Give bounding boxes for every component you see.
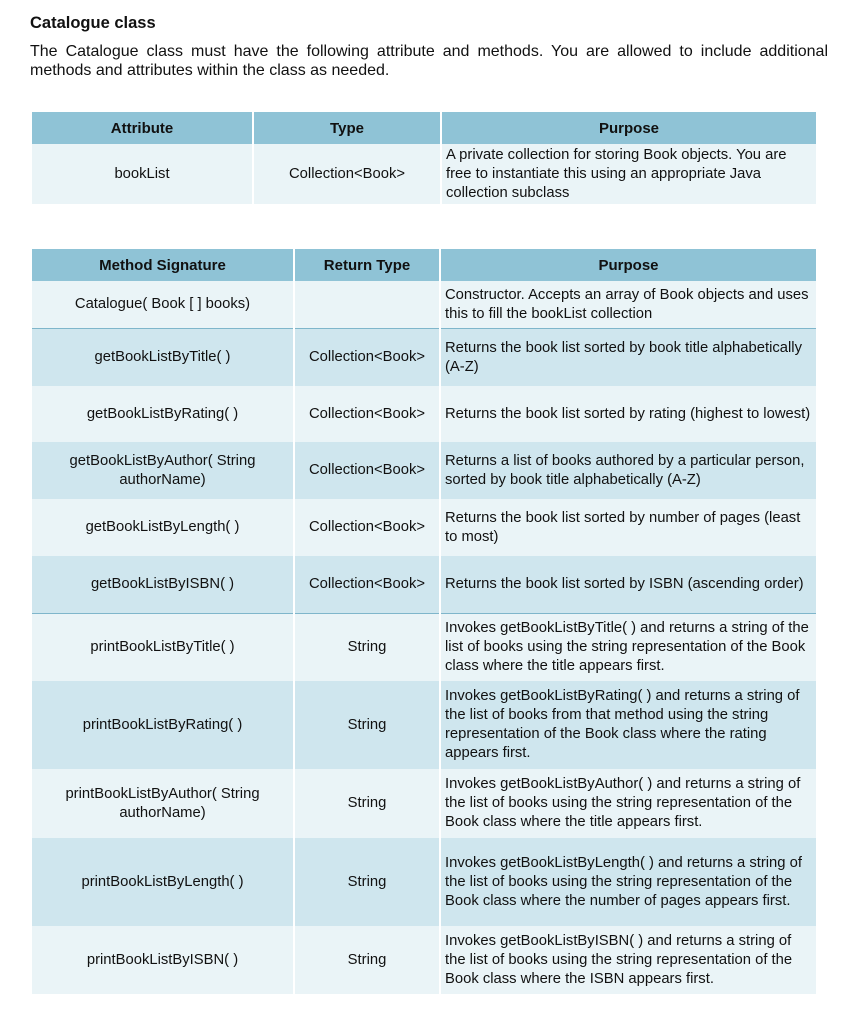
intro-paragraph: The Catalogue class must have the following attribute and methods. You are allowed to include additional methods and attributes within the class as needed.	[30, 43, 828, 79]
table-row	[32, 838, 816, 926]
method-table-header	[32, 249, 816, 281]
return-type: String	[295, 838, 439, 926]
return-type: String	[295, 681, 439, 769]
method-purpose: Returns the book list sorted by number of pages (least to most)	[441, 499, 816, 556]
attribute-name: bookList	[32, 144, 252, 204]
table-row	[32, 329, 816, 386]
return-type: Collection<Book>	[295, 329, 439, 386]
table-row	[32, 442, 816, 499]
attribute-table	[30, 112, 818, 204]
attribute-purpose: A private collection for storing Book objects. You are free to instantiate this using an appropriate Java collection subclass	[442, 144, 816, 204]
method-purpose: Invokes getBookListByTitle( ) and returns a string of the list of books using the string representation of the Book class where the title appears first.	[441, 614, 816, 681]
method-signature: getBookListByISBN( )	[32, 556, 293, 614]
return-type	[295, 281, 439, 329]
method-purpose: Invokes getBookListByAuthor( ) and returns a string of the list of books using the string representation of the Book class where the title appears first.	[441, 769, 816, 838]
table-row	[32, 769, 816, 838]
attribute-type: Collection<Book>	[254, 144, 440, 204]
table-row	[32, 681, 816, 769]
method-signature: getBookListByRating( )	[32, 386, 293, 442]
method-signature: getBookListByAuthor( String authorName)	[32, 442, 293, 499]
method-purpose: Invokes getBookListByRating( ) and returns a string of the list of books from that method using the string representation of the Book class where the rating appears first.	[441, 681, 816, 769]
method-signature: getBookListByTitle( )	[32, 329, 293, 386]
method-purpose: Returns a list of books authored by a particular person, sorted by book title alphabetically (A-Z)	[441, 442, 816, 499]
method-purpose: Returns the book list sorted by rating (highest to lowest)	[441, 386, 816, 442]
header-purpose: Purpose	[442, 112, 816, 144]
method-purpose: Returns the book list sorted by book title alphabetically (A-Z)	[441, 329, 816, 386]
table-row	[32, 281, 816, 329]
table-row	[32, 499, 816, 556]
header-method-signature: Method Signature	[32, 249, 293, 281]
method-purpose: Constructor. Accepts an array of Book objects and uses this to fill the bookList collection	[441, 281, 816, 329]
method-signature: getBookListByLength( )	[32, 499, 293, 556]
return-type: Collection<Book>	[295, 442, 439, 499]
table-row	[32, 144, 816, 204]
method-signature: printBookListByLength( )	[32, 838, 293, 926]
return-type: String	[295, 769, 439, 838]
method-purpose: Returns the book list sorted by ISBN (ascending order)	[441, 556, 816, 614]
method-purpose: Invokes getBookListByLength( ) and returns a string of the list of books using the string representation of the Book class where the number of pages appears first.	[441, 838, 816, 926]
method-signature: printBookListByAuthor( String authorName)	[32, 769, 293, 838]
method-signature: printBookListByRating( )	[32, 681, 293, 769]
return-type: Collection<Book>	[295, 556, 439, 614]
table-row	[32, 926, 816, 994]
attribute-table-header	[32, 112, 816, 144]
table-row	[32, 556, 816, 614]
header-purpose: Purpose	[441, 249, 816, 281]
header-type: Type	[254, 112, 440, 144]
return-type: Collection<Book>	[295, 386, 439, 442]
return-type: Collection<Book>	[295, 499, 439, 556]
header-attribute: Attribute	[32, 112, 252, 144]
method-signature: printBookListByISBN( )	[32, 926, 293, 994]
table-row	[32, 614, 816, 681]
table-row	[32, 386, 816, 442]
method-signature: Catalogue( Book [ ] books)	[32, 281, 293, 329]
return-type: String	[295, 614, 439, 681]
method-purpose: Invokes getBookListByISBN( ) and returns a string of the list of books using the string representation of the Book class where the ISBN appears first.	[441, 926, 816, 994]
method-table	[30, 249, 818, 994]
header-return-type: Return Type	[295, 249, 439, 281]
section-heading: Catalogue class	[30, 14, 156, 32]
method-signature: printBookListByTitle( )	[32, 614, 293, 681]
return-type: String	[295, 926, 439, 994]
